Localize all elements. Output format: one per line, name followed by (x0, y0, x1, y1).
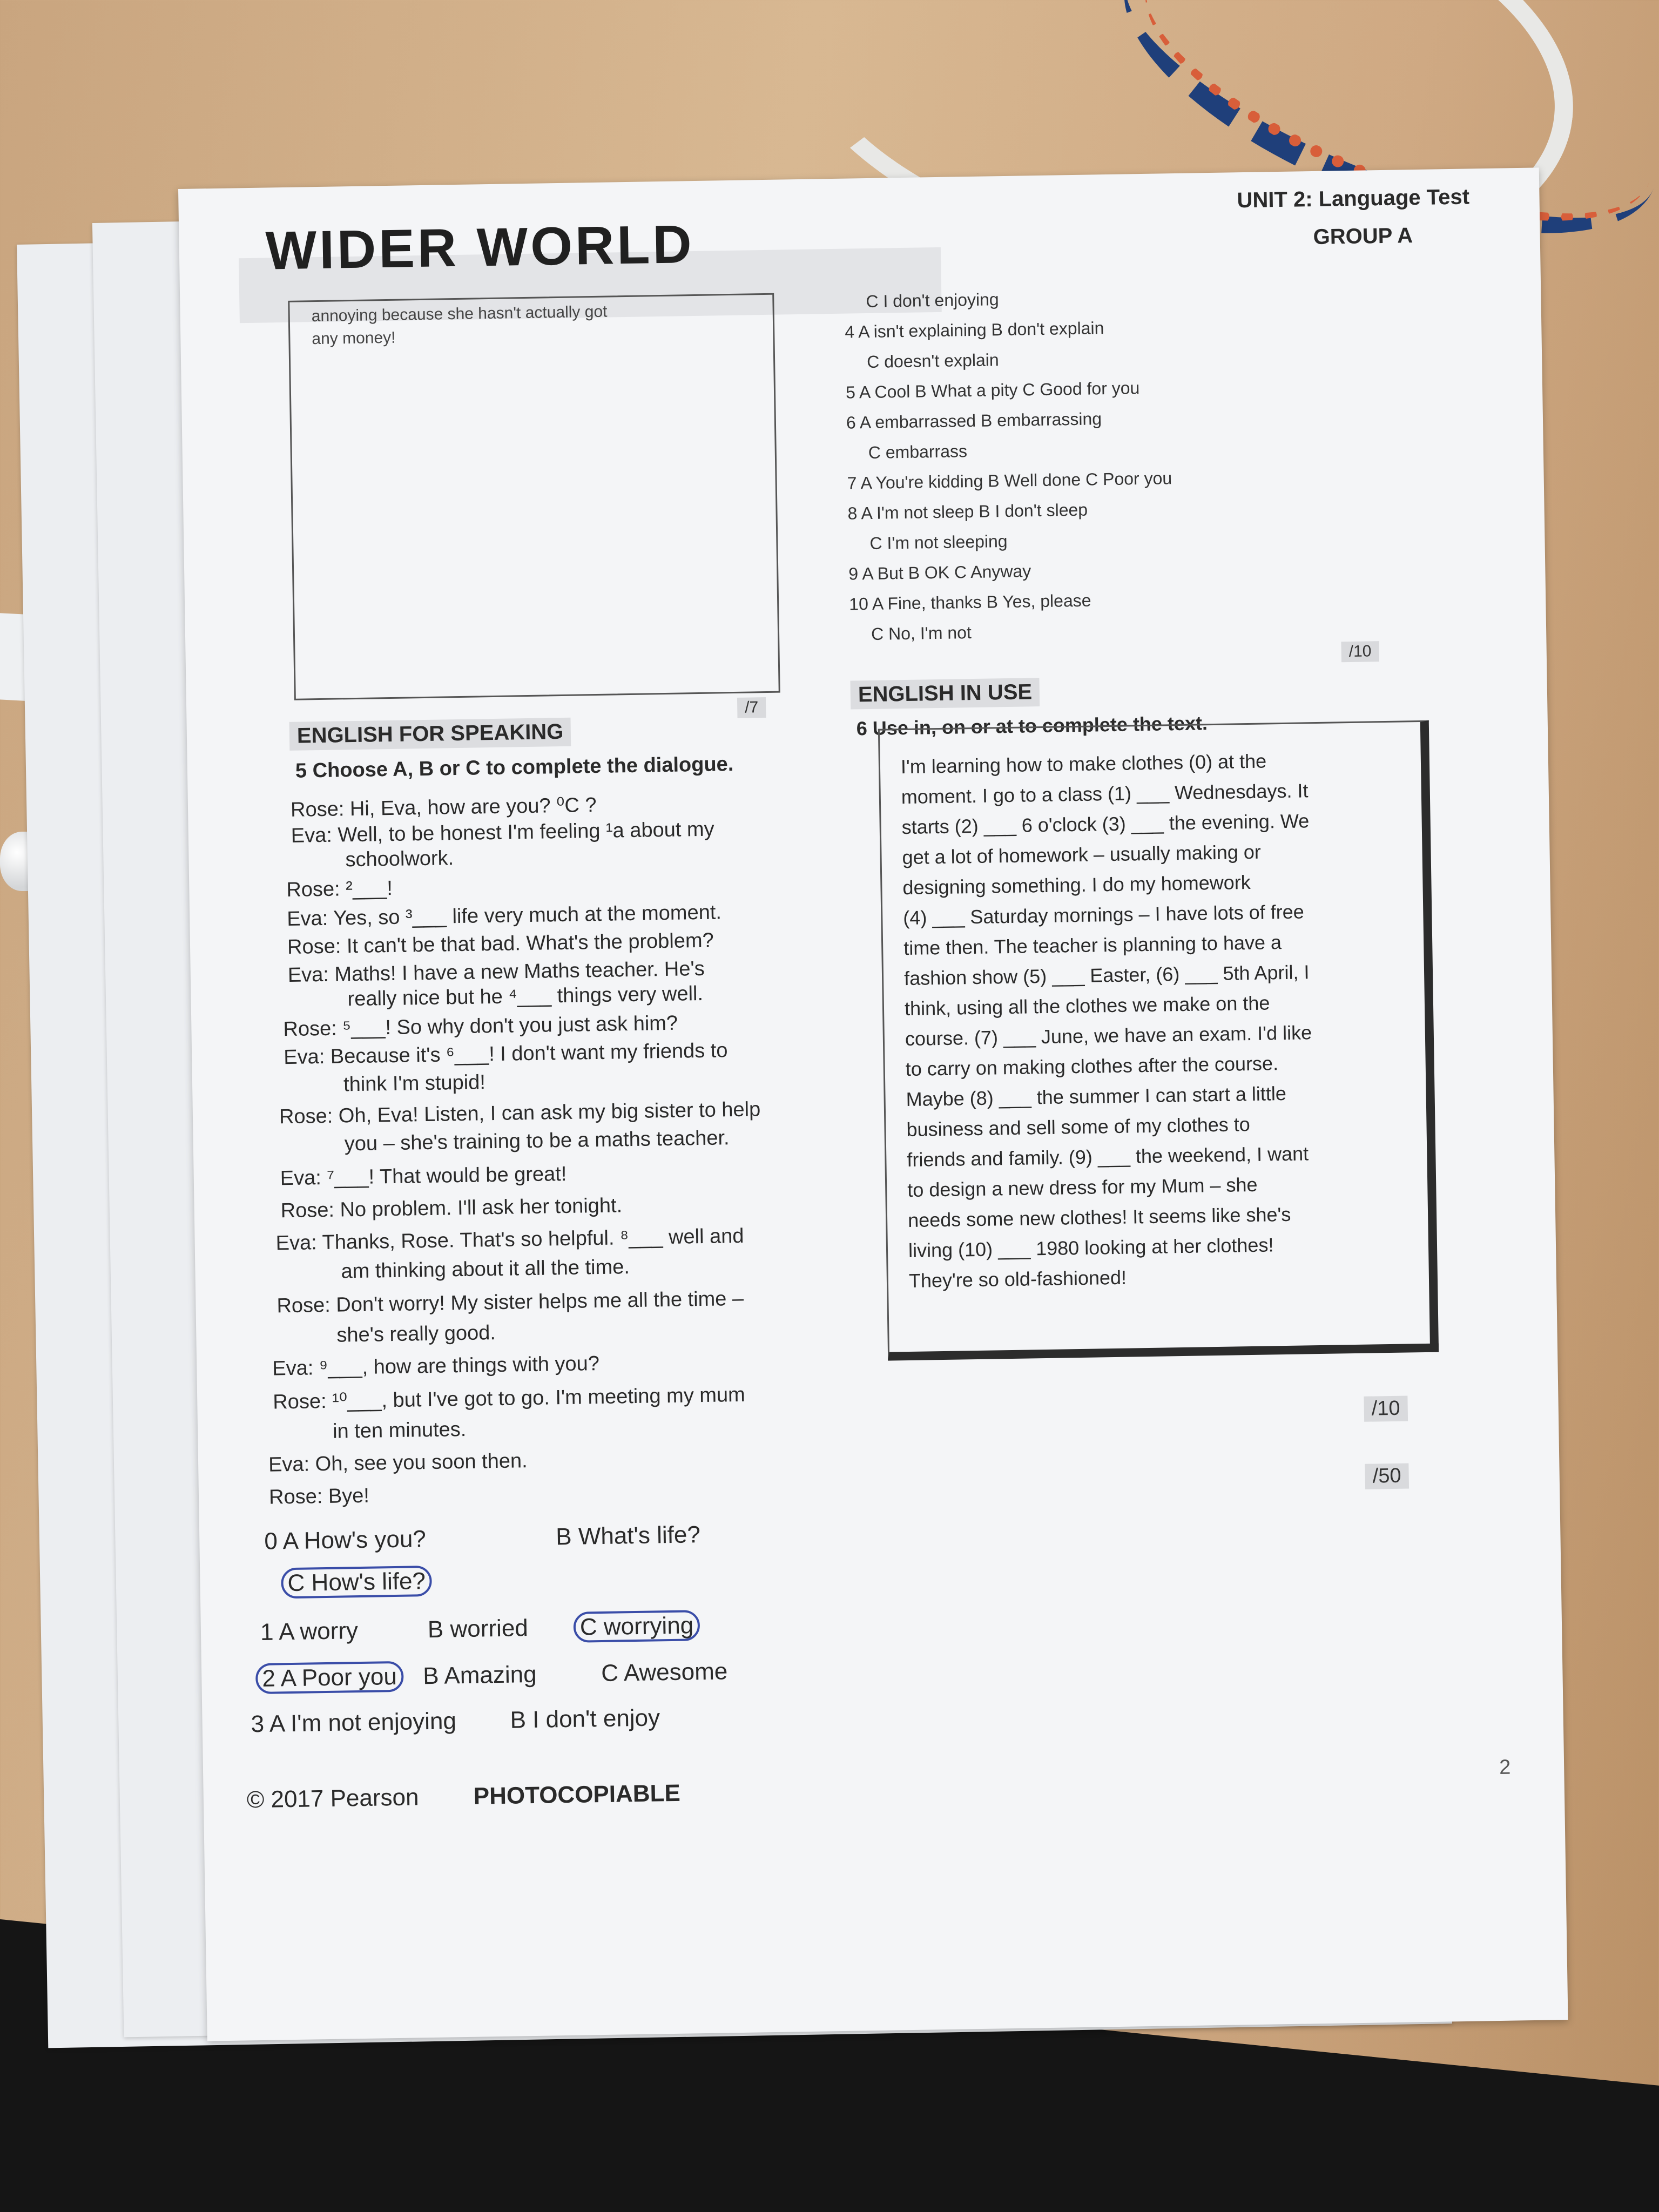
writing-line: annoying because she hasn't actually got (311, 302, 608, 326)
dialogue-line: Eva: Maths! I have a new Maths teacher. He's (287, 957, 705, 987)
writing-box (288, 293, 780, 700)
option-1a: 1 A worry (260, 1617, 359, 1645)
dialogue-line: Eva: Because it's ⁶___! I don't want my friends to (283, 1039, 728, 1069)
passage-line: business and sell some of my clothes to (906, 1113, 1251, 1141)
wider-world-logo: WIDER WORLD (265, 214, 695, 281)
copyright: © 2017 Pearson (246, 1784, 419, 1813)
passage-line: living (10) ___ 1980 looking at her clothes! (908, 1233, 1274, 1262)
page-number: 2 (1499, 1756, 1511, 1779)
dialogue-line: Rose: Bye! (268, 1484, 370, 1509)
writing-score: /7 (737, 697, 766, 718)
dialogue-line: Rose: ⁵___! So why don't you just ask him? (283, 1011, 678, 1041)
dialogue-line: Eva: Thanks, Rose. That's so helpful. ⁸___ well and (275, 1224, 744, 1255)
unit-title: UNIT 2: Language Test (1237, 185, 1470, 213)
option-0c (281, 1568, 432, 1597)
dialogue-line: Rose: It can't be that bad. What's the problem? (287, 929, 714, 959)
dialogue-line: Rose: ²___! (286, 876, 393, 902)
test-sheet (178, 167, 1568, 2041)
exercise5-instruction: 5 Choose A, B or C to complete the dialogue. (295, 752, 734, 783)
dialogue-line: Eva: Yes, so ³___ life very much at the moment. (286, 901, 722, 931)
english-for-speaking-title: ENGLISH FOR SPEAKING (289, 718, 571, 751)
option-line: 5 A Cool B What a pity C Good for you (845, 378, 1140, 402)
option-0a: 0 A How's you? (264, 1526, 427, 1555)
dialogue-line: Eva: Well, to be honest I'm feeling ¹a about my (291, 818, 714, 847)
passage-line: course. (7) ___ June, we have an exam. I'd like (905, 1021, 1312, 1050)
passage-line: starts (2) ___ 6 o'clock (3) ___ the evening. We (901, 810, 1310, 839)
option-line: 7 A You're kidding B Well done C Poor you (847, 468, 1172, 493)
option-line: C No, I'm not (871, 623, 972, 644)
exercise6-instruction: 6 Use in, on or at to complete the text. (856, 712, 1208, 740)
passage-line: to carry on making clothes after the course. (905, 1052, 1279, 1081)
dialogue-line: Rose: ¹⁰___, but I've got to go. I'm meeting my mum (272, 1383, 746, 1414)
passage-line: moment. I go to a class (1) ___ Wednesdays. It (901, 779, 1309, 808)
answer-circle: 2 A Poor you (255, 1661, 403, 1694)
option-2b: B Amazing (422, 1661, 537, 1690)
dialogue-line: really nice but he ⁴___ things very well. (347, 982, 704, 1011)
dialogue-line: think I'm stupid! (343, 1071, 486, 1096)
passage-line: They're so old-fashioned! (908, 1266, 1127, 1292)
option-line: C I don't enjoying (866, 289, 999, 312)
passage-line: get a lot of homework – usually making or (902, 840, 1262, 869)
score-in-use: /10 (1364, 1396, 1408, 1422)
option-line: C I'm not sleeping (869, 531, 1008, 553)
writing-line: any money! (312, 328, 396, 348)
dialogue-line: she's really good. (336, 1321, 496, 1347)
dialogue-line: Rose: Oh, Eva! Listen, I can ask my big sister to help (279, 1098, 761, 1129)
answer-circle: C How's life? (281, 1566, 432, 1599)
option-line: 8 A I'm not sleep B I don't sleep (847, 500, 1088, 523)
dialogue-line: Rose: No problem. I'll ask her tonight. (280, 1194, 623, 1223)
dialogue-line: Eva: ⁹___, how are things with you? (272, 1352, 600, 1380)
option-line: 9 A But B OK C Anyway (848, 561, 1031, 584)
text-passage (878, 720, 1439, 1361)
option-2c: C Awesome (601, 1658, 728, 1687)
passage-line: I'm learning how to make clothes (0) at the (900, 750, 1267, 778)
option-line: 10 A Fine, thanks B Yes, please (848, 590, 1091, 614)
dialogue-line: Rose: Hi, Eva, how are you? ⁰C ? (290, 793, 597, 821)
option-2a (255, 1663, 403, 1692)
option-1b: B worried (427, 1615, 529, 1643)
dialogue-line: am thinking about it all the time. (341, 1256, 630, 1283)
passage-line: needs some new clothes! It seems like she's (907, 1203, 1291, 1232)
passage-line: designing something. I do my homework (902, 871, 1251, 899)
passage-line: friends and family. (9) ___ the weekend, I want (907, 1142, 1309, 1171)
option-3a: 3 A I'm not enjoying (251, 1708, 457, 1738)
dialogue-line: schoolwork. (345, 847, 454, 872)
option-line: 6 A embarrassed B embarrassing (846, 409, 1102, 433)
option-line: C doesn't explain (866, 350, 999, 372)
option-3b: B I don't enjoy (510, 1704, 660, 1734)
option-line: 4 A isn't explaining B don't explain (845, 318, 1104, 342)
option-1c (574, 1612, 700, 1641)
passage-line: (4) ___ Saturday mornings – I have lots of free (903, 900, 1305, 929)
dialogue-line: Rose: Don't worry! My sister helps me all the time – (276, 1287, 744, 1318)
score-total: /50 (1365, 1464, 1409, 1489)
passage-line: time then. The teacher is planning to have a (903, 931, 1282, 960)
passage-line: Maybe (8) ___ the summer I can start a little (906, 1082, 1287, 1111)
group-label: GROUP A (1313, 224, 1413, 249)
passage-line: to design a new dress for my Mum – she (907, 1173, 1258, 1202)
option-line: C embarrass (868, 441, 968, 462)
dialogue-line: Eva: ⁷___! That would be great! (280, 1162, 567, 1190)
dialogue-line: you – she's training to be a maths teacher. (344, 1127, 730, 1156)
option-0b: B What's life? (555, 1521, 701, 1550)
dialogue-line: in ten minutes. (332, 1418, 467, 1443)
answer-circle: C worrying (573, 1610, 700, 1643)
passage-line: think, using all the clothes we make on the (904, 992, 1270, 1020)
passage-line: fashion show (5) ___ Easter, (6) ___ 5th April, I (903, 961, 1310, 990)
english-in-use-title: ENGLISH IN USE (850, 678, 1040, 709)
score-top-right: /10 (1341, 641, 1379, 662)
photocopiable-label: PHOTOCOPIABLE (473, 1779, 681, 1810)
dialogue-line: Eva: Oh, see you soon then. (268, 1449, 528, 1476)
